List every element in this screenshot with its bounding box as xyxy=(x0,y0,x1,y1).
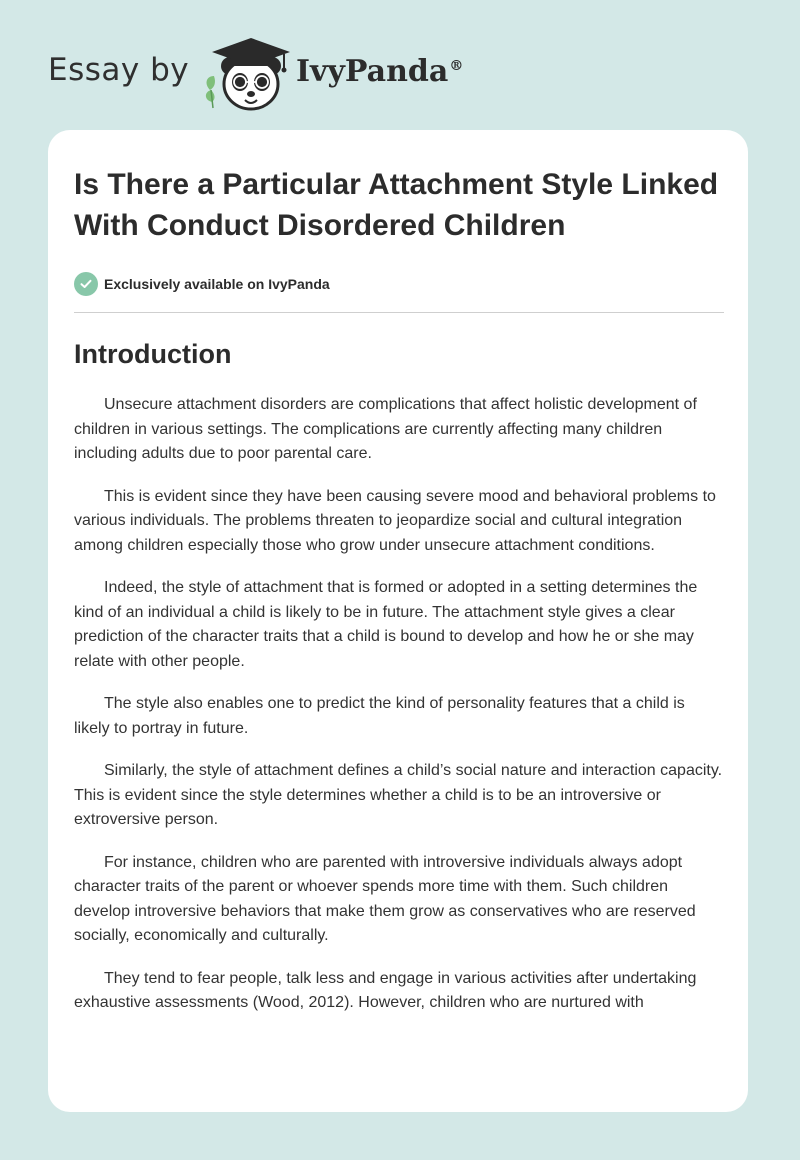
exclusive-label: Exclusively available on IvyPanda xyxy=(104,276,330,292)
section-heading: Introduction xyxy=(74,339,232,369)
brand-name[interactable]: IvyPanda® xyxy=(296,54,464,89)
paragraph: Indeed, the style of attachment that is formed or adopted in a setting determines the kind of an individual a child is likely to be in future. The attachment style gives a clear prediction of the character traits that a child is bound to develop and how he or she may relate with other people. xyxy=(74,579,698,670)
registered-mark: ® xyxy=(449,58,464,74)
paragraph: This is evident since they have been causing severe mood and behavioral problems to various individuals. The problems threaten to jeopardize social and cultural integration among children especially those who grow under unsecure attachment conditions. xyxy=(74,487,716,554)
brand-prefix: Essay by xyxy=(48,52,190,88)
paragraph: Unsecure attachment disorders are complications that affect holistic development of children in various settings. The complications are currently affecting many children including adults due to poor parental care. xyxy=(74,396,697,462)
essay-title: Is There a Particular Attachment Style Linked With Conduct Disordered Children xyxy=(74,168,719,242)
essay-card xyxy=(48,130,748,1112)
essay-body xyxy=(74,393,724,1016)
check-icon xyxy=(74,272,98,296)
panda-logo-icon[interactable] xyxy=(198,32,298,112)
paragraph: They tend to fear people, talk less and engage in various activities after undertaking exhaustive assessments (Wood, 2012). However, children who are nurtured with xyxy=(74,969,697,1011)
site-header xyxy=(48,28,648,118)
divider xyxy=(74,312,724,313)
exclusive-badge xyxy=(74,270,724,298)
paragraph: Similarly, the style of attachment defines a child’s social nature and interaction capacity. This is evident since the style determines whether a child is to be an introversive or extroversive person. xyxy=(74,762,723,828)
paragraph: The style also enables one to predict the kind of personality features that a child is likely to portray in future. xyxy=(74,695,685,737)
paragraph: For instance, children who are parented with introversive individuals always adopt character traits of the parent or whoever spends more time with them. Such children develop introversive behaviors that make them grow as conservatives who are reserved socially, economically and culturally. xyxy=(74,853,696,944)
